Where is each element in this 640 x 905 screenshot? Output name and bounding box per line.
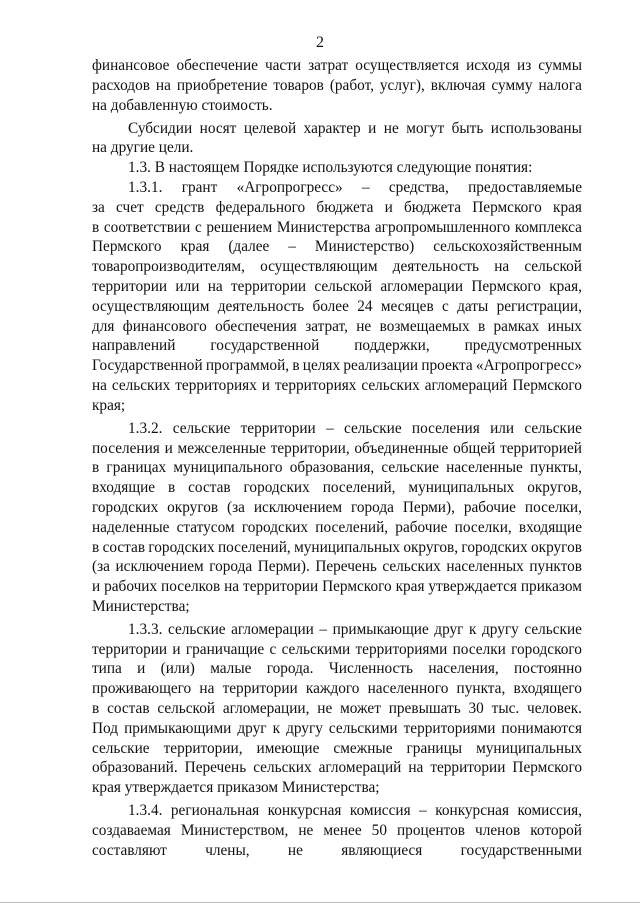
text-line: в границах муниципального образования, сельские населенные пункты,: [92, 459, 582, 477]
text-line: в состав сельской агломерации, не может превышать 30 тыс. человек.: [92, 700, 582, 718]
text-line: Пермского края (далее – Министерство) сельскохозяйственным: [92, 238, 582, 256]
text-line: в состав городских поселений, муниципальных округов, городских округов: [92, 538, 582, 556]
text-line: территории и граничащие с сельскими территориями поселки городского: [92, 640, 582, 658]
text-line: Под примыкающими друг к другу сельскими территориями понимаются: [92, 719, 582, 737]
text-line: (за исключением города Перми). Перечень сельских населенных пунктов: [92, 558, 582, 576]
text-line: типа и (или) малые города. Численность населения, постоянно: [92, 660, 582, 678]
text-line: сельские территории, имеющие смежные границы муниципальных: [92, 739, 582, 757]
text-line: и рабочих поселков на территории Пермского края утверждается приказом: [92, 578, 582, 596]
page-bottom-edge: [0, 902, 640, 903]
text-line: территории или на территории сельской агломерации Пермского края,: [92, 277, 582, 295]
text-line: 1.3.4. региональная конкурсная комиссия – конкурсная комиссия,: [128, 802, 582, 820]
text-line: создаваемая Министерством, не менее 50 процентов членов которой: [92, 822, 582, 840]
text-line: проживающего на территории каждого населенного пункта, входящего: [92, 680, 582, 698]
text-line: поселения и межселенные территории, объединенные общей территорией: [92, 439, 582, 457]
text-line: наделенные статусом городских поселений, рабочие поселки, входящие: [92, 518, 582, 536]
text-line: на добавленную стоимость.: [92, 96, 273, 114]
text-line: расходов на приобретение товаров (работ, услуг), включая сумму налога: [92, 76, 582, 94]
text-line: городских округов (за исключением города Перми), рабочие поселки,: [92, 498, 582, 516]
text-line: Государственной программой, в целях реализации проекта «Агропрогресс»: [92, 357, 582, 375]
text-line: края утверждается приказом Министерства;: [92, 779, 380, 797]
text-line: составляют члены, не являющиеся государственными: [92, 841, 582, 859]
text-line: товаропроизводителям, осуществляющим деятельность на сельской: [92, 258, 582, 276]
text-line: для финансового обеспечения затрат, не возмещаемых в рамках иных: [92, 317, 582, 335]
text-line: края;: [92, 396, 126, 414]
document-body: [92, 56, 582, 861]
text-line: 1.3.1. грант «Агропрогресс» – средства, предоставляемые: [128, 178, 582, 196]
text-line: входящие в состав городских поселений, муниципальных округов,: [92, 479, 582, 497]
text-line: на сельских территориях и территориях сельских агломераций Пермского: [92, 376, 582, 394]
text-line: в соответствии с решением Министерства агропромышленного комплекса: [92, 218, 582, 236]
text-line: Министерства;: [92, 597, 190, 615]
text-line: осуществляющим деятельность более 24 месяцев с даты регистрации,: [92, 297, 582, 315]
text-line: образований. Перечень сельских агломераций на территории Пермского: [92, 759, 582, 777]
text-line: финансовое обеспечение части затрат осуществляется исходя из суммы: [92, 57, 582, 74]
text-line: на другие цели.: [92, 139, 194, 157]
text-line: Субсидии носят целевой характер и не могут быть использованы: [128, 119, 582, 137]
text-line: 1.3.2. сельские территории – сельские поселения или сельские: [128, 419, 582, 437]
text-line: за счет средств федерального бюджета и бюджета Пермского края: [92, 198, 582, 216]
text-line: 1.3. В настоящем Порядке используются следующие понятия:: [128, 159, 533, 177]
text-line: направлений государственной поддержки, предусмотренных: [92, 337, 582, 355]
page-number: 2: [316, 34, 324, 51]
text-line: 1.3.3. сельские агломерации – примыкающие друг к другу сельские: [128, 620, 582, 638]
